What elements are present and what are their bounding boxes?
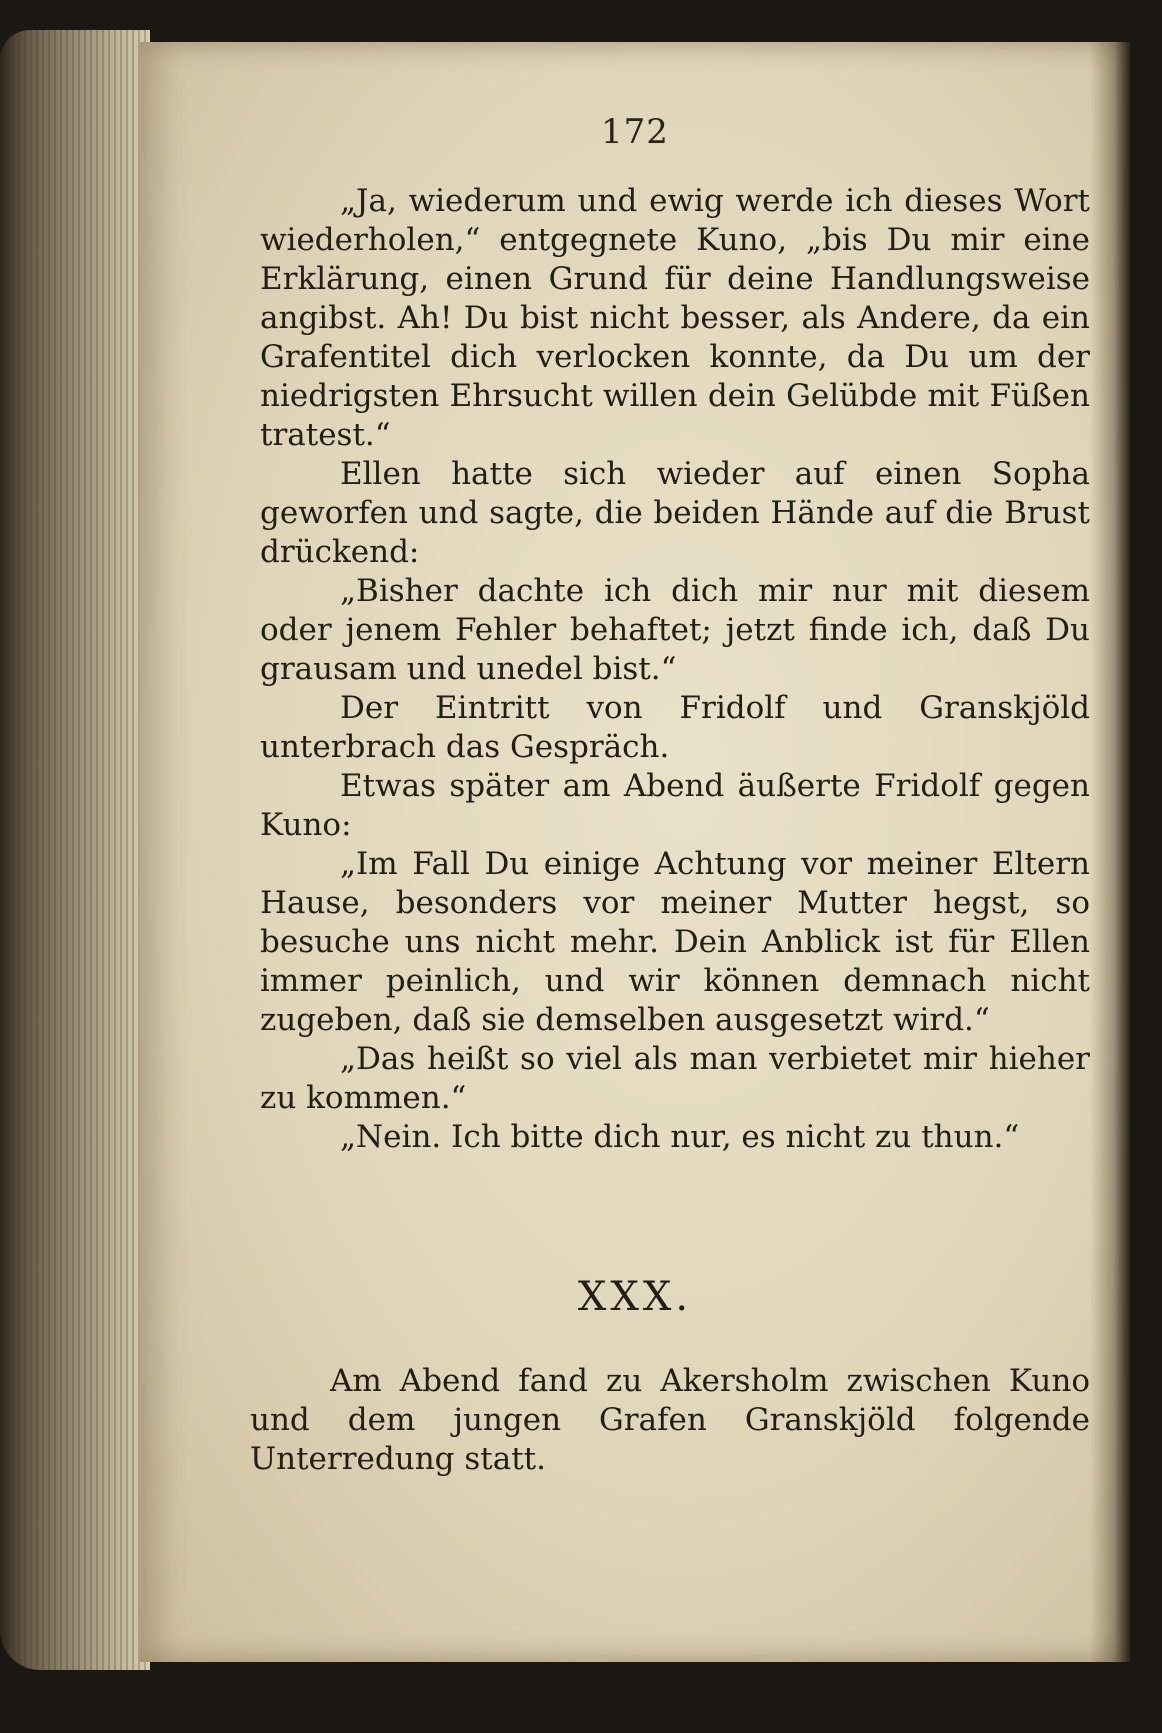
body-text xyxy=(260,182,1090,1157)
page-edge-lines xyxy=(0,30,150,1670)
chapter-heading: XXX. xyxy=(577,1274,693,1320)
paragraph: Am Abend fand zu Akersholm zwischen Kuno und dem jungen Grafen Granskjöld folgende Unterredung statt. xyxy=(250,1363,1090,1477)
book-page xyxy=(140,42,1130,1662)
paragraph: Ellen hatte sich wieder auf einen Sopha geworfen und sagte, die beiden Hände auf die Brust drückend: xyxy=(260,456,1090,570)
paragraph: Etwas später am Abend äußerte Fridolf gegen Kuno: xyxy=(260,768,1090,843)
page-number: 172 xyxy=(601,112,669,152)
paragraph: Der Eintritt von Fridolf und Granskjöld unterbrach das Gespräch. xyxy=(260,690,1090,765)
paragraph: „Das heißt so viel als man verbietet mir hieher zu kommen.“ xyxy=(260,1041,1090,1116)
paragraph: „Ja, wiederum und ewig werde ich dieses Wort wiederholen,“ entgegnete Kuno, „bis Du mir eine Erklärung, einen Grund für deine Handlungsweise angibst. Ah! Du bist nicht besser, als Andere, da ein Grafentitel dich verlocken konnte, da Du um der niedrigsten Ehrsucht willen dein Gelübde mit Füßen tratest.“ xyxy=(260,183,1090,453)
paragraph: „Bisher dachte ich dich mir nur mit diesem oder jenem Fehler behaftet; jetzt finde ich, daß Du grausam und unedel bist.“ xyxy=(260,573,1090,687)
paragraph: „Nein. Ich bitte dich nur, es nicht zu thun.“ xyxy=(340,1119,1020,1155)
page-gutter xyxy=(1090,42,1130,1662)
page-edges xyxy=(0,30,150,1670)
paragraph: „Im Fall Du einige Achtung vor meiner Eltern Hause, besonders vor meiner Mutter hegst, so besuche uns nicht mehr. Dein Anblick ist für Ellen immer peinlich, und wir können demnach nicht zugeben, daß sie demselben ausgesetzt wird.“ xyxy=(260,846,1090,1038)
chapter-text xyxy=(250,1362,1090,1479)
